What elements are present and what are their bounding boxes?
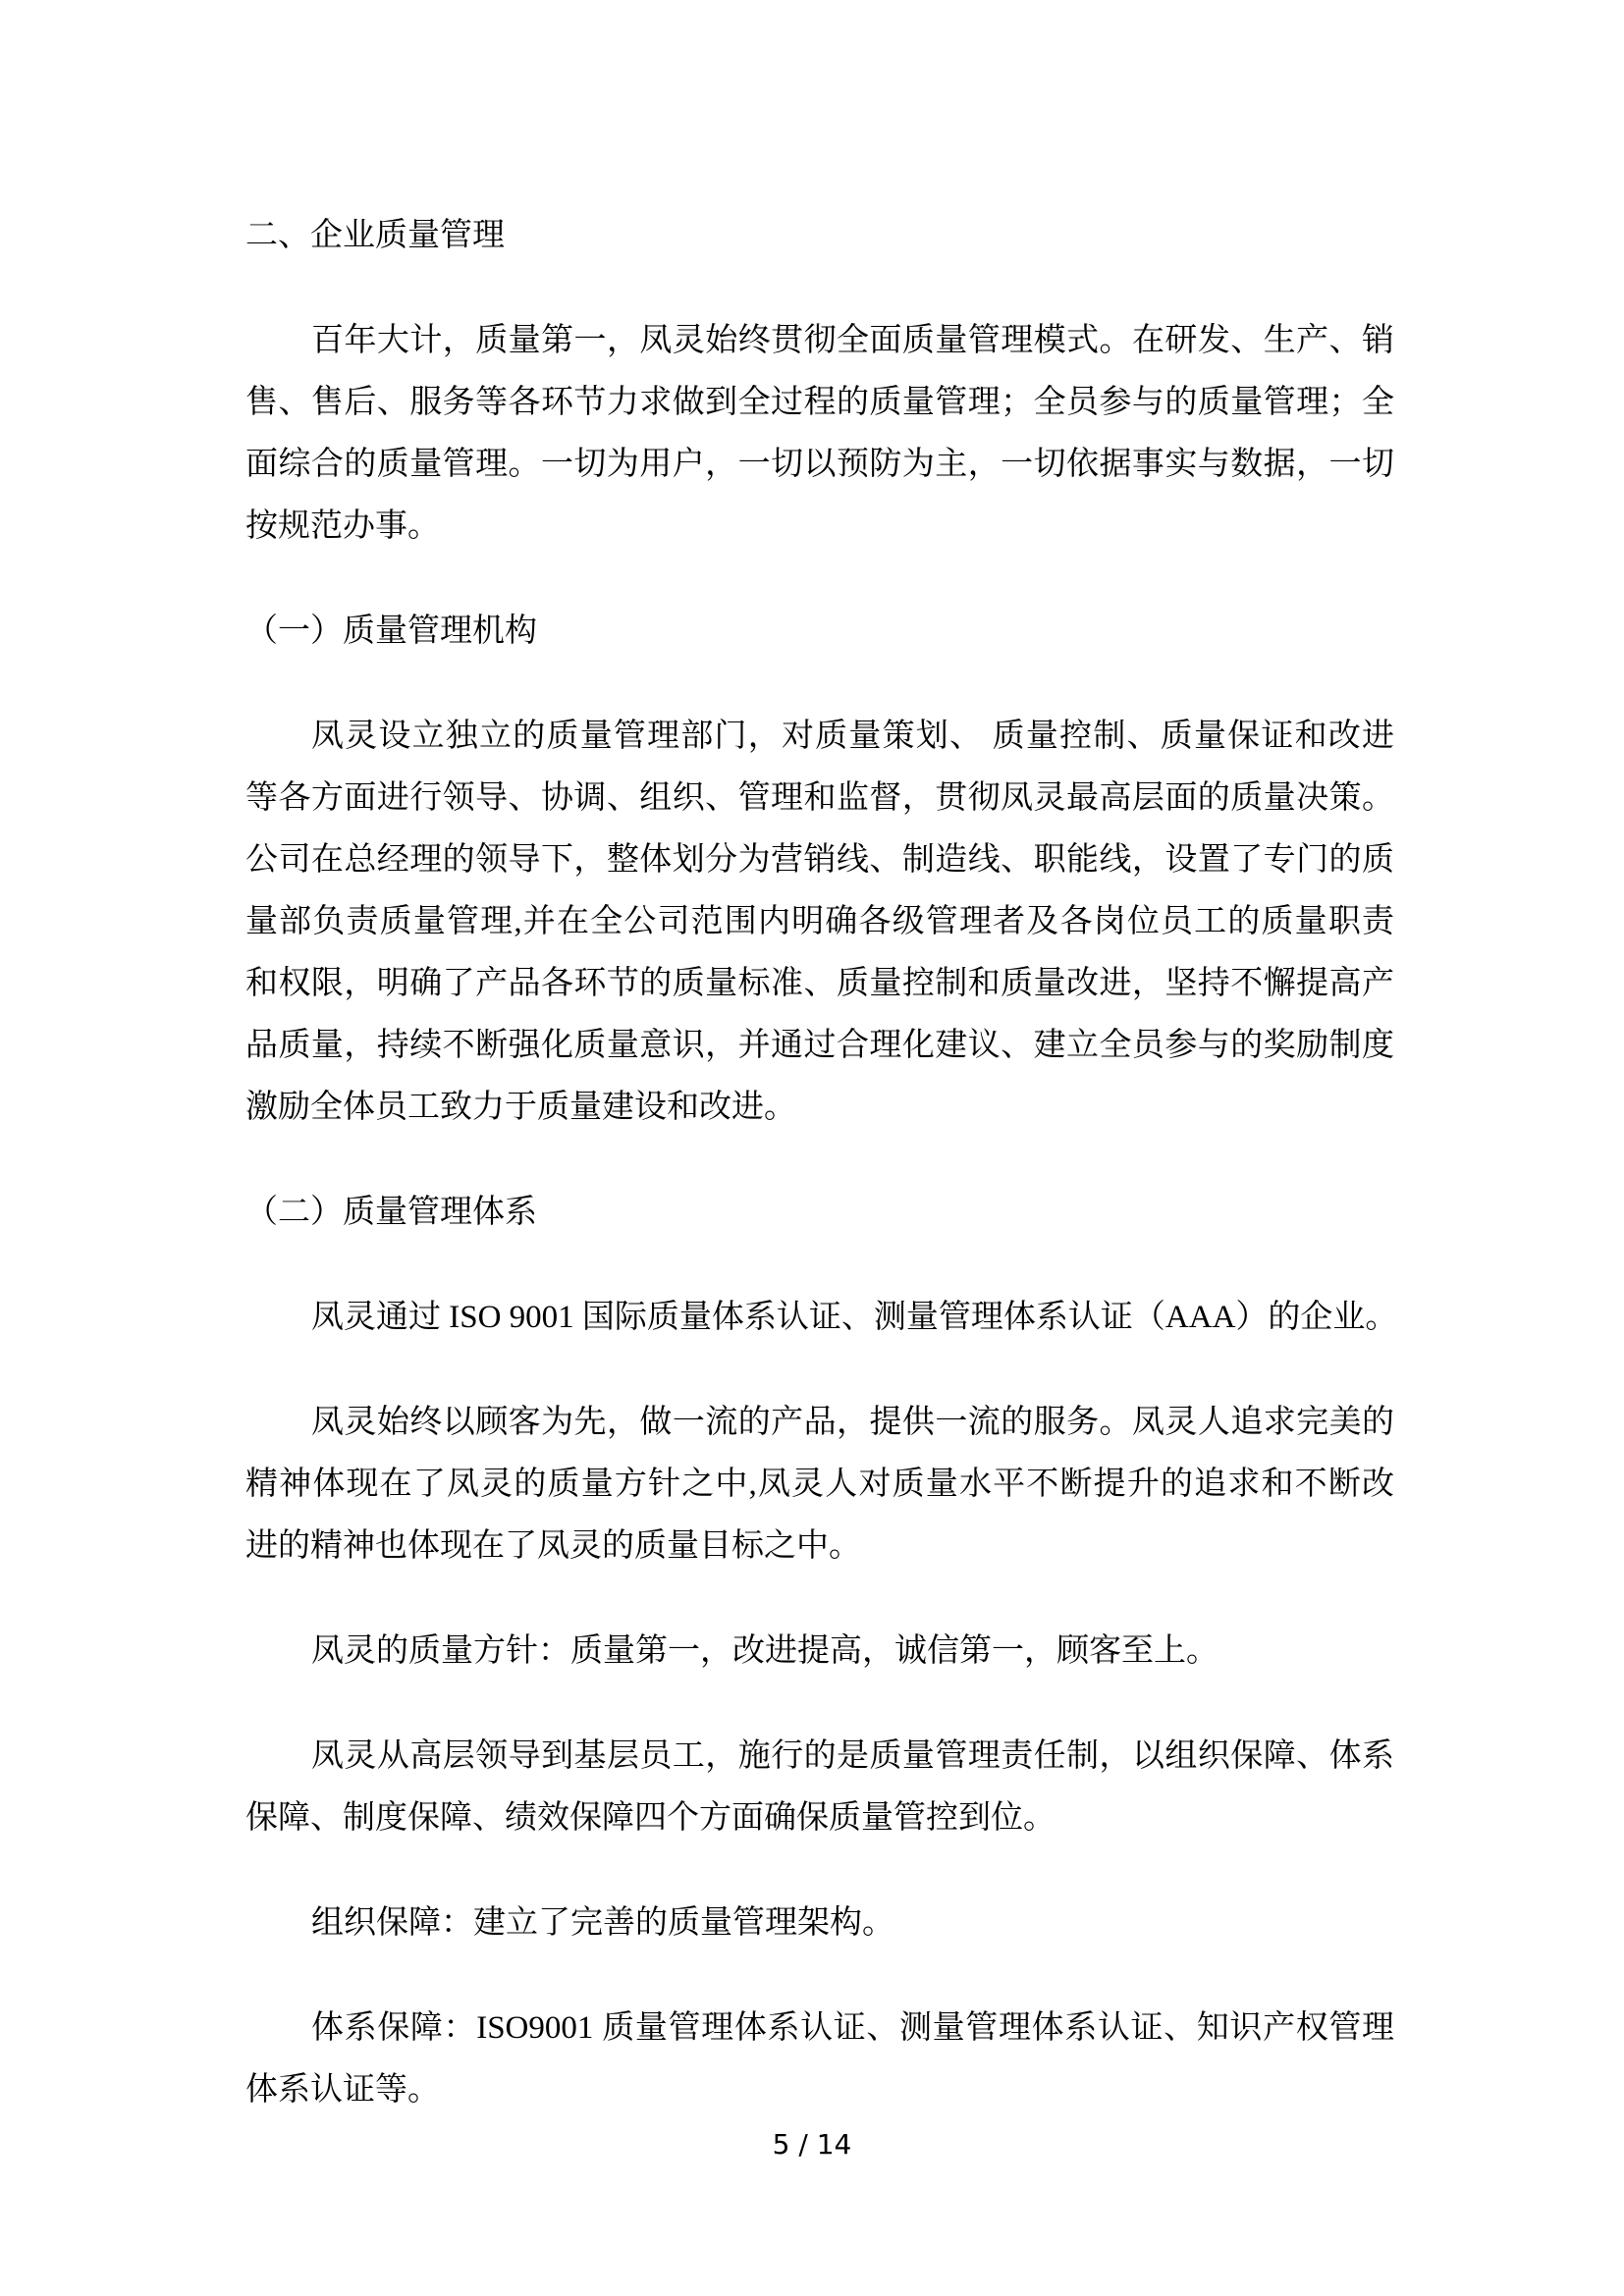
text-line: 凤灵通过 ISO 9001 国际质量体系认证、测量管理体系认证（AAA）的企业。 bbox=[311, 1300, 1398, 1335]
text-line: 按规范办事。 bbox=[245, 508, 440, 544]
text-line: 凤灵始终以顾客为先，做一流的产品，提供一流的服务。凤灵人追求完美的 bbox=[311, 1405, 1394, 1440]
paragraph bbox=[245, 310, 1394, 558]
text-line: 和权限，明确了产品各环节的质量标准、质量控制和质量改进，坚持不懈提高产 bbox=[245, 966, 1394, 1001]
paragraph bbox=[245, 1621, 1394, 1682]
text-line: 等各方面进行领导、协调、组织、管理和监督，贯彻凤灵最高层面的质量决策。 bbox=[245, 780, 1394, 816]
text-line: 百年大计，质量第一，凤灵始终贯彻全面质量管理模式。在研发、生产、销 bbox=[311, 323, 1394, 358]
text-line: 售、售后、服务等各环节力求做到全过程的质量管理；全员参与的质量管理；全 bbox=[245, 385, 1394, 420]
text-line: 体系保障：ISO9001 质量管理体系认证、测量管理体系认证、知识产权管理 bbox=[311, 2010, 1394, 2046]
text-line: 激励全体员工致力于质量建设和改进。 bbox=[245, 1090, 796, 1125]
text-line: 量部负责质量管理,并在全公司范围内明确各级管理者及各岗位员工的质量职责 bbox=[245, 904, 1394, 939]
section-heading: 二、企业质量管理 bbox=[245, 218, 505, 253]
paragraph bbox=[245, 706, 1394, 1139]
page-number: 5 / 14 bbox=[772, 2128, 852, 2161]
section-heading: （一）质量管理机构 bbox=[245, 614, 537, 649]
page-footer bbox=[0, 2127, 1624, 2162]
paragraph bbox=[245, 1998, 1394, 2121]
paragraph bbox=[245, 1287, 1398, 1349]
text-line: 面综合的质量管理。一切为用户，一切以预防为主，一切依据事实与数据，一切 bbox=[245, 447, 1394, 482]
text-line: 凤灵的质量方针：质量第一，改进提高，诚信第一，顾客至上。 bbox=[311, 1633, 1218, 1669]
paragraph bbox=[245, 1893, 1394, 1954]
document-body bbox=[245, 205, 1398, 2164]
text-line: 公司在总经理的领导下，整体划分为营销线、制造线、职能线，设置了专门的质 bbox=[245, 842, 1394, 878]
text-line: 凤灵设立独立的质量管理部门，对质量策划、 质量控制、质量保证和改进 bbox=[311, 719, 1394, 754]
text-line: 进的精神也体现在了凤灵的质量目标之中。 bbox=[245, 1528, 861, 1564]
paragraph bbox=[245, 1726, 1394, 1849]
section-heading: （二）质量管理体系 bbox=[245, 1195, 537, 1230]
paragraph bbox=[245, 1392, 1394, 1577]
text-line: 品质量，持续不断强化质量意识，并通过合理化建议、建立全员参与的奖励制度 bbox=[245, 1028, 1394, 1063]
text-line: 凤灵从高层领导到基层员工，施行的是质量管理责任制，以组织保障、体系 bbox=[311, 1738, 1394, 1774]
text-line: 保障、制度保障、绩效保障四个方面确保质量管控到位。 bbox=[245, 1800, 1056, 1836]
text-line: 组织保障：建立了完善的质量管理架构。 bbox=[311, 1905, 894, 1941]
text-line: 精神体现在了凤灵的质量方针之中,凤灵人对质量水平不断提升的追求和不断改 bbox=[245, 1467, 1394, 1502]
text-line: 体系认证等。 bbox=[245, 2072, 440, 2108]
